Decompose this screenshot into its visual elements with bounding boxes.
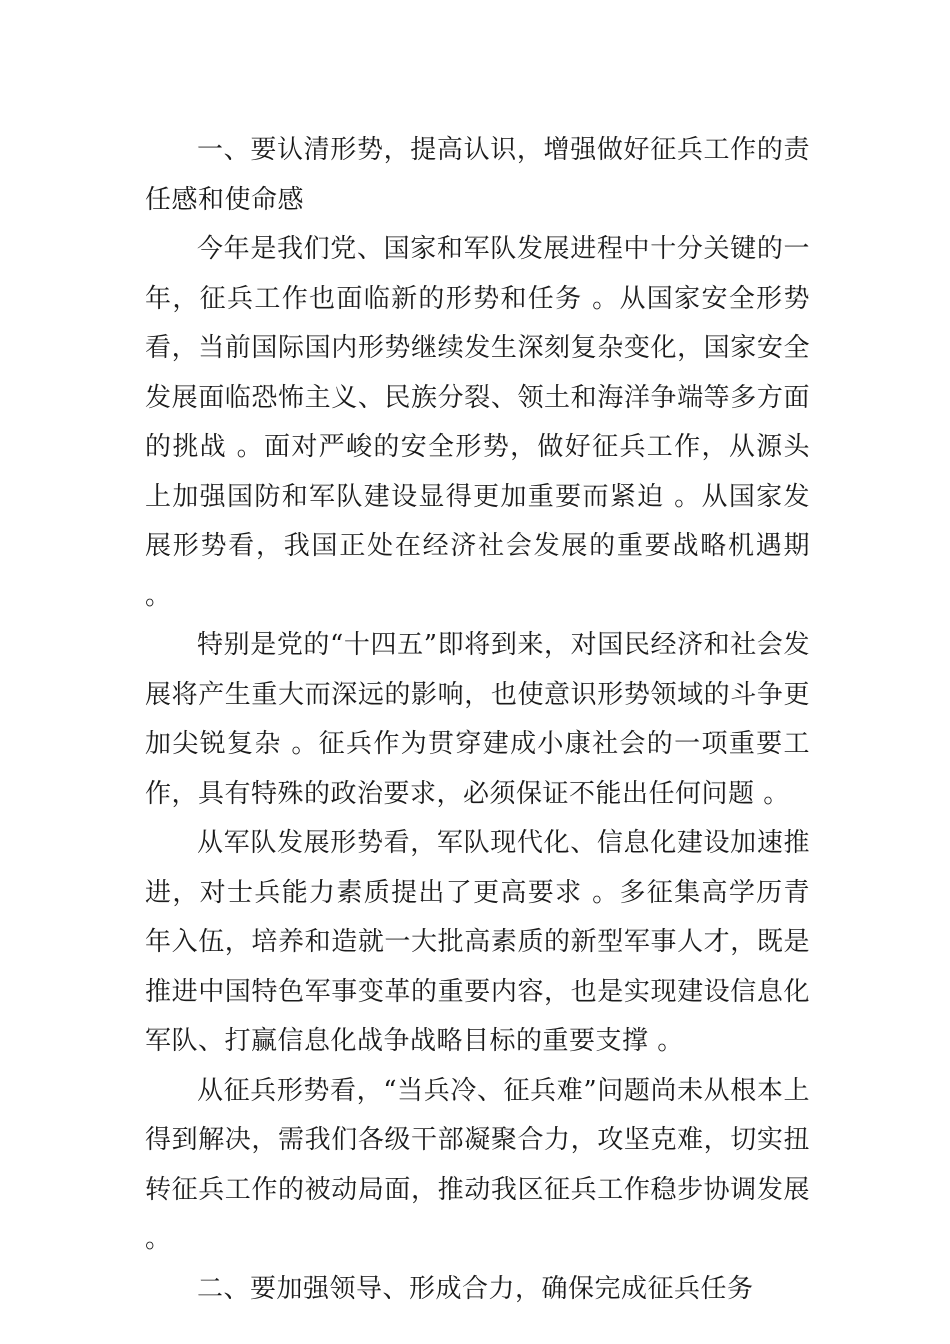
body-paragraph-1: 今年是我们党、国家和军队发展进程中十分关键的一年，征兵工作也面临新的形势和任务 。从国家安全形势看，当前国际国内形势继续发生深刻复杂变化，国家安全发展面临恐怖主义、民族分裂、领土和海洋争端等多方面的挑战 。面对严峻的安全形势，做好征兵工作，从源头上加强国防和军队建设显得更加重要而紧迫 。从国家发展形势看，我国正处在经济社会发展的重要战略机遇期 。 <box>145 234 810 611</box>
body-paragraph-3: 从军队发展形势看，军队现代化、信息化建设加速推进，对士兵能力素质提出了更高要求 。多征集高学历青年入伍，培养和造就一大批高素质的新型军事人才，既是推进中国特色军事变革的重要内容，也是实现建设信息化军队、打赢信息化战争战略目标的重要支撑 。 <box>145 828 810 1056</box>
body-paragraph-2: 特别是党的“十四五”即将到来，对国民经济和社会发展将产生重大而深远的影响，也使意识形势领域的斗争更加尖锐复杂 。征兵作为贯穿建成小康社会的一项重要工作，具有特殊的政治要求，必须保证不能出任何问题 。 <box>145 630 810 809</box>
section-heading-2: 二、要加强领导、形成合力，确保完成征兵任务 <box>197 1273 754 1304</box>
body-paragraph-4: 从征兵形势看，“当兵冷、征兵难”问题尚未从根本上得到解决，需我们各级干部凝聚合力，攻坚克难，切实扭转征兵工作的被动局面，推动我区征兵工作稳步协调发展 。 <box>145 1075 810 1254</box>
section-heading-1: 一、要认清形势，提高认识，增强做好征兵工作的责任感和使命感 <box>145 135 810 215</box>
document-body <box>145 126 810 1314</box>
